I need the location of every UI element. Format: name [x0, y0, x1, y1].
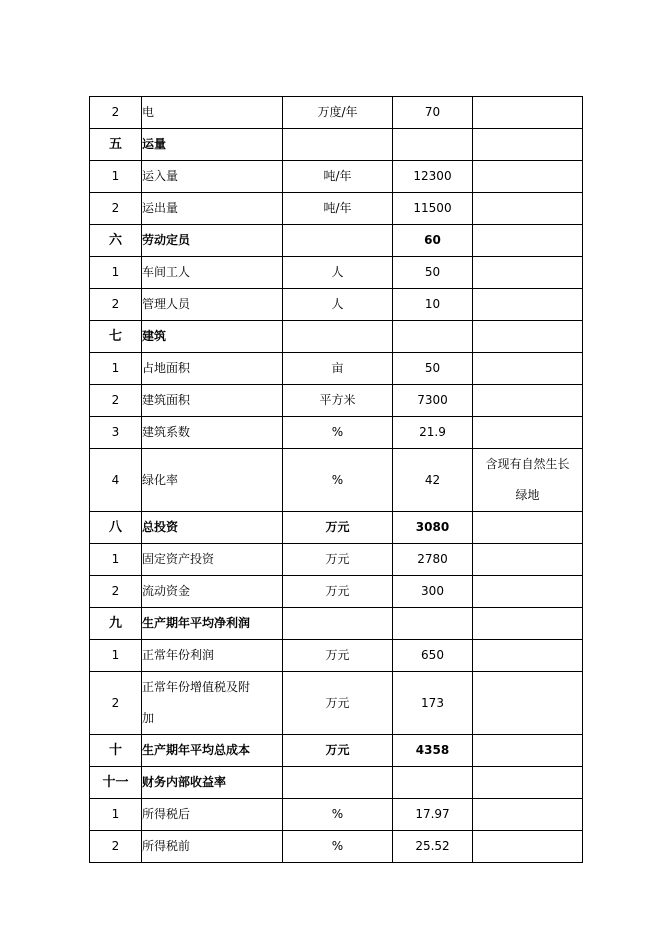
row-value-cell — [393, 321, 473, 353]
table-row — [90, 672, 583, 735]
table-row — [90, 799, 583, 831]
row-index-cell: 2 — [90, 289, 142, 321]
row-value-cell — [393, 608, 473, 640]
row-index-cell: 2 — [90, 385, 142, 417]
row-value-cell: 4358 — [393, 735, 473, 767]
row-name-cell: 劳动定员 — [142, 225, 283, 257]
table-row — [90, 735, 583, 767]
row-unit-cell: 亩 — [283, 353, 393, 385]
row-name-cell: 正常年份利润 — [142, 640, 283, 672]
row-value-cell: 7300 — [393, 385, 473, 417]
row-value-cell: 10 — [393, 289, 473, 321]
table-row — [90, 225, 583, 257]
row-unit-cell: 人 — [283, 257, 393, 289]
row-value-cell: 42 — [393, 449, 473, 512]
name-line: 正常年份增值税及附 — [142, 680, 251, 694]
row-index-cell: 2 — [90, 97, 142, 129]
table-row — [90, 321, 583, 353]
row-unit-cell — [283, 225, 393, 257]
row-value-cell — [393, 767, 473, 799]
row-value-cell: 50 — [393, 353, 473, 385]
row-value-cell: 50 — [393, 257, 473, 289]
row-name-cell: 总投资 — [142, 512, 283, 544]
row-note-cell — [473, 129, 583, 161]
row-note-cell — [473, 512, 583, 544]
row-name-cell — [142, 672, 283, 735]
row-value-cell: 60 — [393, 225, 473, 257]
row-unit-cell: 万元 — [283, 672, 393, 735]
table-row — [90, 193, 583, 225]
row-name-cell: 建筑面积 — [142, 385, 283, 417]
row-note-cell — [473, 353, 583, 385]
row-name-cell: 流动资金 — [142, 576, 283, 608]
row-value-cell: 173 — [393, 672, 473, 735]
row-note-cell — [473, 385, 583, 417]
row-unit-cell: % — [283, 449, 393, 512]
row-name-cell: 运量 — [142, 129, 283, 161]
row-unit-cell: % — [283, 417, 393, 449]
table-row — [90, 576, 583, 608]
row-note-cell — [473, 640, 583, 672]
row-name-cell: 车间工人 — [142, 257, 283, 289]
name-line: 加 — [142, 711, 155, 725]
note-line: 绿地 — [515, 488, 540, 502]
row-unit-cell: 吨/年 — [283, 161, 393, 193]
row-index-cell: 五 — [90, 129, 142, 161]
row-index-cell: 1 — [90, 161, 142, 193]
row-note-cell — [473, 417, 583, 449]
row-index-cell: 十一 — [90, 767, 142, 799]
row-value-cell: 2780 — [393, 544, 473, 576]
row-name-cell: 运入量 — [142, 161, 283, 193]
row-note-cell — [473, 544, 583, 576]
row-value-cell — [393, 129, 473, 161]
table-row — [90, 129, 583, 161]
row-note-cell — [473, 608, 583, 640]
row-unit-cell: 平方米 — [283, 385, 393, 417]
row-value-cell: 70 — [393, 97, 473, 129]
row-value-cell: 300 — [393, 576, 473, 608]
table-row — [90, 417, 583, 449]
row-note-cell — [473, 449, 583, 512]
row-unit-cell: 万度/年 — [283, 97, 393, 129]
row-name-cell: 生产期年平均净利润 — [142, 608, 283, 640]
row-index-cell: 1 — [90, 799, 142, 831]
row-note-cell — [473, 831, 583, 863]
row-index-cell: 2 — [90, 193, 142, 225]
row-note-cell — [473, 257, 583, 289]
table-row — [90, 544, 583, 576]
row-index-cell: 八 — [90, 512, 142, 544]
row-index-cell: 七 — [90, 321, 142, 353]
row-index-cell: 九 — [90, 608, 142, 640]
table-row — [90, 257, 583, 289]
table-row — [90, 449, 583, 512]
row-name-cell: 所得税后 — [142, 799, 283, 831]
indicator-table — [89, 96, 583, 863]
note-line: 含现有自然生长 — [485, 457, 570, 471]
row-note-cell — [473, 799, 583, 831]
table-row — [90, 767, 583, 799]
row-name-cell: 建筑 — [142, 321, 283, 353]
row-name-cell: 占地面积 — [142, 353, 283, 385]
row-unit-cell: 人 — [283, 289, 393, 321]
table-row — [90, 608, 583, 640]
table-row — [90, 512, 583, 544]
row-unit-cell: 万元 — [283, 544, 393, 576]
row-note-cell — [473, 576, 583, 608]
row-name-cell: 生产期年平均总成本 — [142, 735, 283, 767]
row-name-cell: 财务内部收益率 — [142, 767, 283, 799]
row-index-cell: 2 — [90, 576, 142, 608]
table-row — [90, 640, 583, 672]
row-value-cell: 17.97 — [393, 799, 473, 831]
row-unit-cell — [283, 129, 393, 161]
row-value-cell: 650 — [393, 640, 473, 672]
row-index-cell: 1 — [90, 257, 142, 289]
table-row — [90, 161, 583, 193]
table-row — [90, 353, 583, 385]
table-row — [90, 385, 583, 417]
row-note-cell — [473, 321, 583, 353]
row-value-cell: 25.52 — [393, 831, 473, 863]
row-name-cell: 建筑系数 — [142, 417, 283, 449]
row-note-cell — [473, 672, 583, 735]
row-unit-cell: 吨/年 — [283, 193, 393, 225]
table-row — [90, 289, 583, 321]
row-index-cell: 4 — [90, 449, 142, 512]
row-unit-cell: 万元 — [283, 576, 393, 608]
row-note-cell — [473, 767, 583, 799]
row-value-cell: 12300 — [393, 161, 473, 193]
row-index-cell: 1 — [90, 353, 142, 385]
row-value-cell: 3080 — [393, 512, 473, 544]
row-index-cell: 2 — [90, 831, 142, 863]
row-name-cell: 绿化率 — [142, 449, 283, 512]
table-row — [90, 831, 583, 863]
row-note-cell — [473, 289, 583, 321]
row-note-cell — [473, 735, 583, 767]
row-note-cell — [473, 161, 583, 193]
row-name-cell: 电 — [142, 97, 283, 129]
row-index-cell: 2 — [90, 672, 142, 735]
row-note-cell — [473, 193, 583, 225]
row-index-cell: 六 — [90, 225, 142, 257]
indicator-table-body — [90, 97, 583, 863]
row-unit-cell: 万元 — [283, 512, 393, 544]
row-index-cell: 1 — [90, 544, 142, 576]
row-index-cell: 十 — [90, 735, 142, 767]
row-unit-cell: % — [283, 831, 393, 863]
row-note-cell — [473, 97, 583, 129]
row-unit-cell: 万元 — [283, 735, 393, 767]
row-name-cell: 管理人员 — [142, 289, 283, 321]
row-name-cell: 所得税前 — [142, 831, 283, 863]
row-value-cell: 11500 — [393, 193, 473, 225]
row-name-cell: 运出量 — [142, 193, 283, 225]
row-unit-cell — [283, 321, 393, 353]
row-note-cell — [473, 225, 583, 257]
row-value-cell: 21.9 — [393, 417, 473, 449]
row-name-cell: 固定资产投资 — [142, 544, 283, 576]
row-unit-cell — [283, 767, 393, 799]
row-index-cell: 3 — [90, 417, 142, 449]
row-unit-cell: % — [283, 799, 393, 831]
row-unit-cell: 万元 — [283, 640, 393, 672]
table-row — [90, 97, 583, 129]
row-index-cell: 1 — [90, 640, 142, 672]
row-unit-cell — [283, 608, 393, 640]
